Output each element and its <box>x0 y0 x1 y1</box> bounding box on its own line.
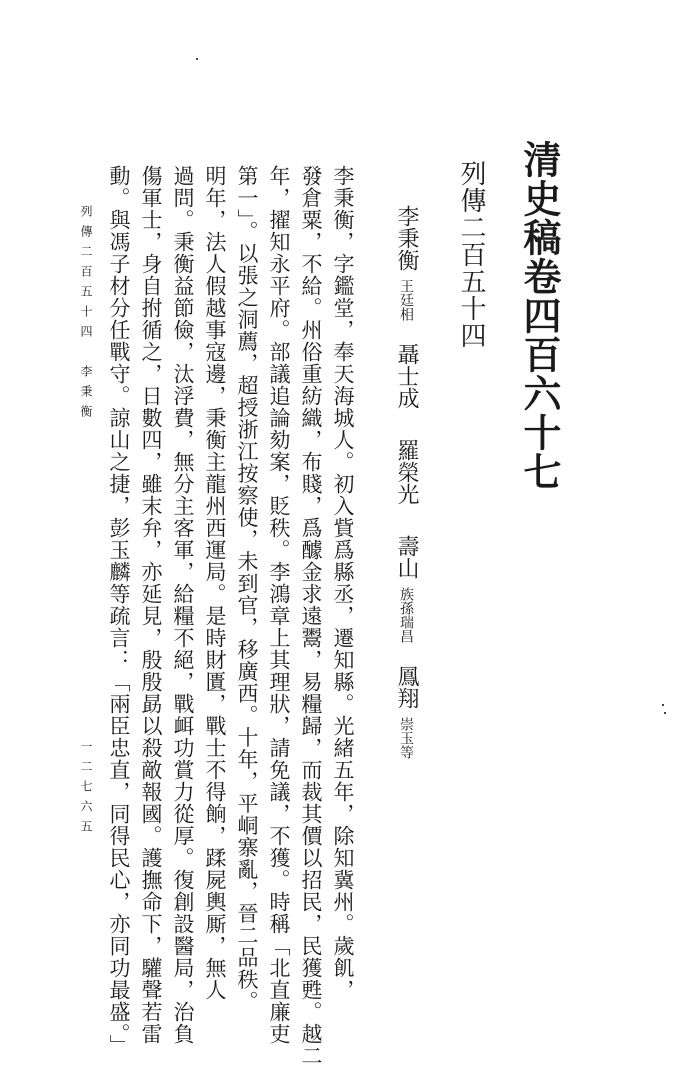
body-column-4: 第一」。以張之洞薦，超授浙江按察使，未到官，移廣西。十年，平峒寨亂，晉二品秩。 <box>235 165 259 1013</box>
body-column-2: 發倉粟，不給。州俗重紡織，布賤，爲醵金求遠鬻，易糧歸，而裁其價以招民，民獲甦。越二 <box>299 165 323 1067</box>
name-3: 羅榮光 <box>394 439 419 505</box>
running-footer: 列傳二百五十四 李秉衡 <box>79 205 93 425</box>
name-note-5: 崇玉等 <box>398 717 414 759</box>
body-column-3: 年，擢知永平府。部議追論劾案，貶秩。李鴻章上其理狀，請免議，不獲。時稱「北直廉吏 <box>267 165 291 1045</box>
name-5: 鳳翔 <box>394 665 419 709</box>
name-4: 壽山 <box>394 535 419 579</box>
volume-title: 清史稿卷四百六十七 <box>517 140 562 491</box>
name-2: 聶士成 <box>394 343 419 409</box>
body-column-7: 傷軍士，身自拊循之，日數四，雖末弁，亦延見，殷殷勗以殺敵報國。護撫命下，驩聲若雷 <box>139 165 163 1045</box>
body-column-1: 李秉衡，字鑑堂，奉天海城人。初入貲爲縣丞，遷知縣。光緒五年，除知冀州。歲飢， <box>331 165 355 1001</box>
name-note-1: 王廷相 <box>398 279 414 321</box>
name-1: 李秉衡 <box>394 205 419 271</box>
speck-mark <box>662 704 664 706</box>
body-column-6: 過問。秉衡益節儉，汰浮費，無分主客軍，給糧不絕，戰衈功賞力從厚。復創設醫局，治負 <box>171 165 195 1045</box>
speck-mark <box>196 58 198 60</box>
page-number: 一二七六五 <box>79 740 93 840</box>
body-column-5: 明年，法人假越事寇邊，秉衡主龍州西運局。是時財匱，戰士不得餉，蹂屍輿厮，無人 <box>203 165 227 1001</box>
body-column-8: 動。與馮子材分任戰守。諒山之捷，彭玉麟等疏言：「兩臣忠直，同得民心，亦同功最盛。」 <box>107 165 131 1057</box>
biography-names <box>395 205 417 781</box>
chapter-subtitle: 列傳二百五十四 <box>456 160 486 349</box>
name-note-4: 族孫瑞昌 <box>398 587 414 643</box>
speck-mark <box>664 712 666 714</box>
